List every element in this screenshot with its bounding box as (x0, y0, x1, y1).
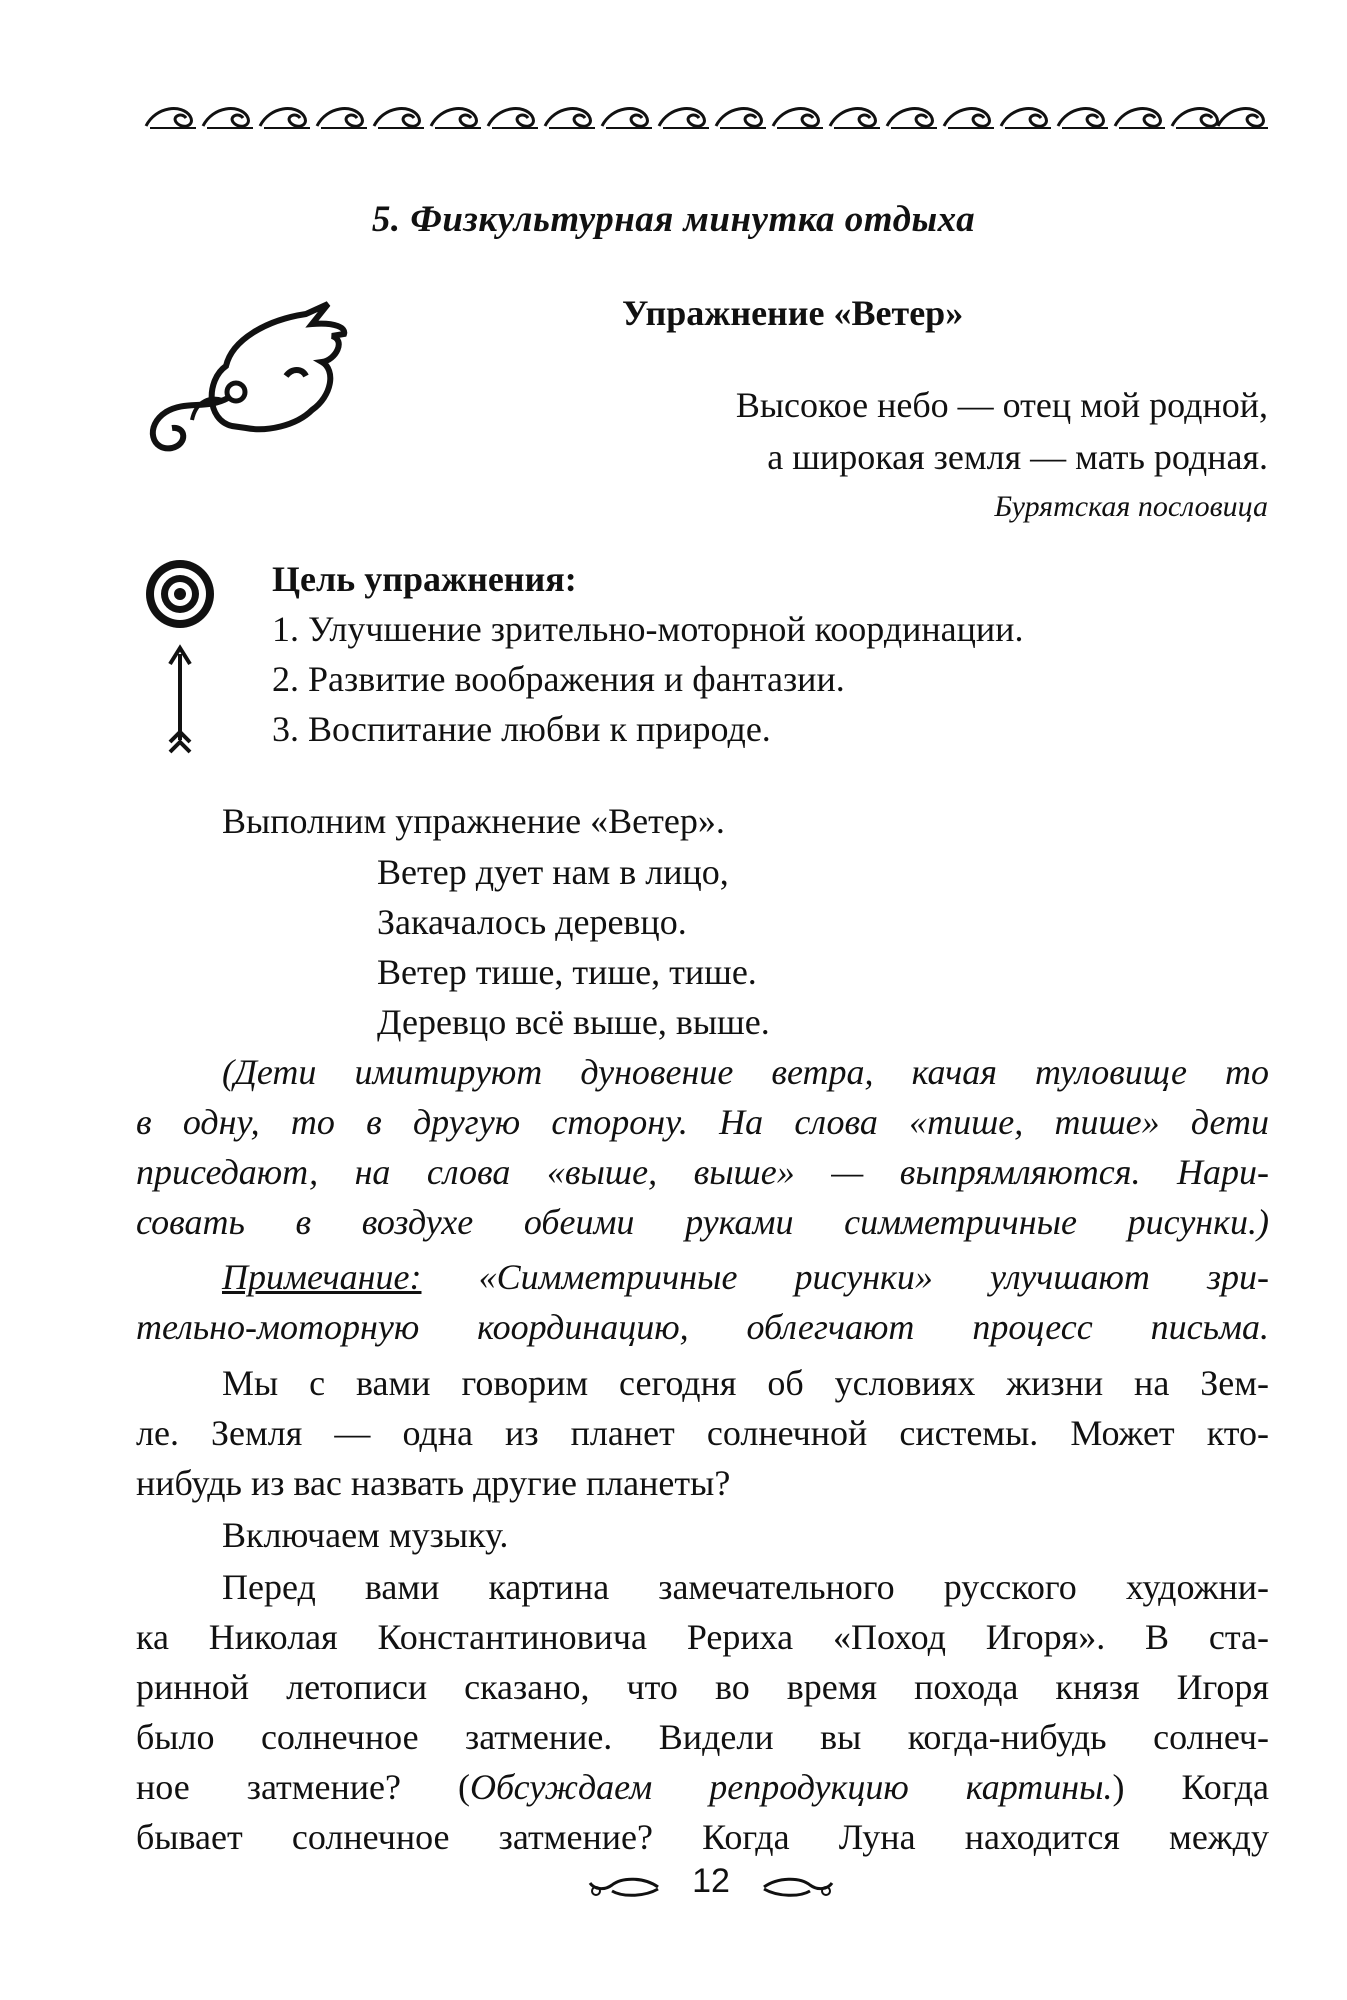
paragraph-line: нибудь из вас назвать другие планеты? (136, 1463, 731, 1503)
goal-item: 3. Воспитание любви к природе. (272, 709, 771, 749)
poem-line: Ветер тише, тише, тише. (377, 952, 757, 992)
epigraph-line: Высокое небо — отец мой родной, (735, 385, 1268, 425)
note-line: тельно-моторную координацию, облегчают процесс письма. (136, 1307, 1269, 1347)
page-number: 12 (692, 1862, 730, 1900)
paragraph-line: бывает солнечное затмение? Когда Луна находится между (136, 1817, 1269, 1857)
intro-line: Выполним упражнение «Ветер». (222, 801, 725, 841)
paragraph-line: ка Николая Константиновича Рериха «Поход Игоря». В ста- (136, 1617, 1269, 1657)
paragraph-line: было солнечное затмение. Видели вы когда-нибудь солнеч- (136, 1717, 1269, 1757)
paragraph-line: ле. Земля — одна из планет солнечной системы. Может кто- (136, 1413, 1269, 1453)
ornament-right-icon (762, 1875, 834, 1899)
epigraph-source: Бурятская пословица (994, 490, 1268, 523)
note-label: Примечание: (222, 1257, 422, 1297)
instruction-line: в одну, то в другую сторону. На слова «тише, тише» дети (136, 1102, 1269, 1142)
italic-span: Обсуждаем репродукцию картины. (470, 1767, 1113, 1807)
goal-item: 1. Улучшение зрительно-моторной координации. (272, 609, 1024, 649)
exercise-title: Упражнение «Ветер» (622, 293, 964, 333)
poem-line: Ветер дует нам в лицо, (377, 852, 729, 892)
paragraph-line: Включаем музыку. (222, 1515, 509, 1555)
ornament-left-icon (588, 1875, 660, 1899)
goals-heading: Цель упражнения: (272, 559, 577, 599)
paragraph-line: Мы с вами говорим сегодня об условиях жизни на Зем- (222, 1363, 1269, 1403)
paragraph-line (136, 1766, 1269, 1808)
epigraph-line: а широкая земля — мать родная. (767, 437, 1268, 477)
text-span: ) Когда (1112, 1767, 1269, 1807)
paragraph-line: ринной летописи сказано, что во время похода князя Игоря (136, 1667, 1269, 1707)
instruction-line: приседают, на слова «выше, выше» — выпрямляются. Нари- (136, 1152, 1269, 1192)
section-title: 5. Физкультурная минутка отдыха (371, 199, 976, 240)
poem-line: Закачалось деревцо. (377, 902, 687, 942)
text-span: ное затмение? ( (136, 1767, 471, 1807)
note-text: «Симметричные рисунки» улучшают зри- (478, 1257, 1270, 1297)
ornament-border-icon (142, 100, 1272, 134)
instruction-line: (Дети имитируют дуновение ветра, качая туловище то (222, 1052, 1269, 1092)
poem-line: Деревцо всё выше, выше. (377, 1002, 770, 1042)
note-line (222, 1256, 1269, 1298)
target-arrow-icon (140, 558, 220, 758)
paragraph-line: Перед вами картина замечательного русского художни- (222, 1567, 1269, 1607)
goal-item: 2. Развитие воображения и фантазии. (272, 659, 845, 699)
wind-icon (136, 300, 356, 460)
instruction-line: совать в воздухе обеими руками симметричные рисунки.) (136, 1202, 1269, 1242)
